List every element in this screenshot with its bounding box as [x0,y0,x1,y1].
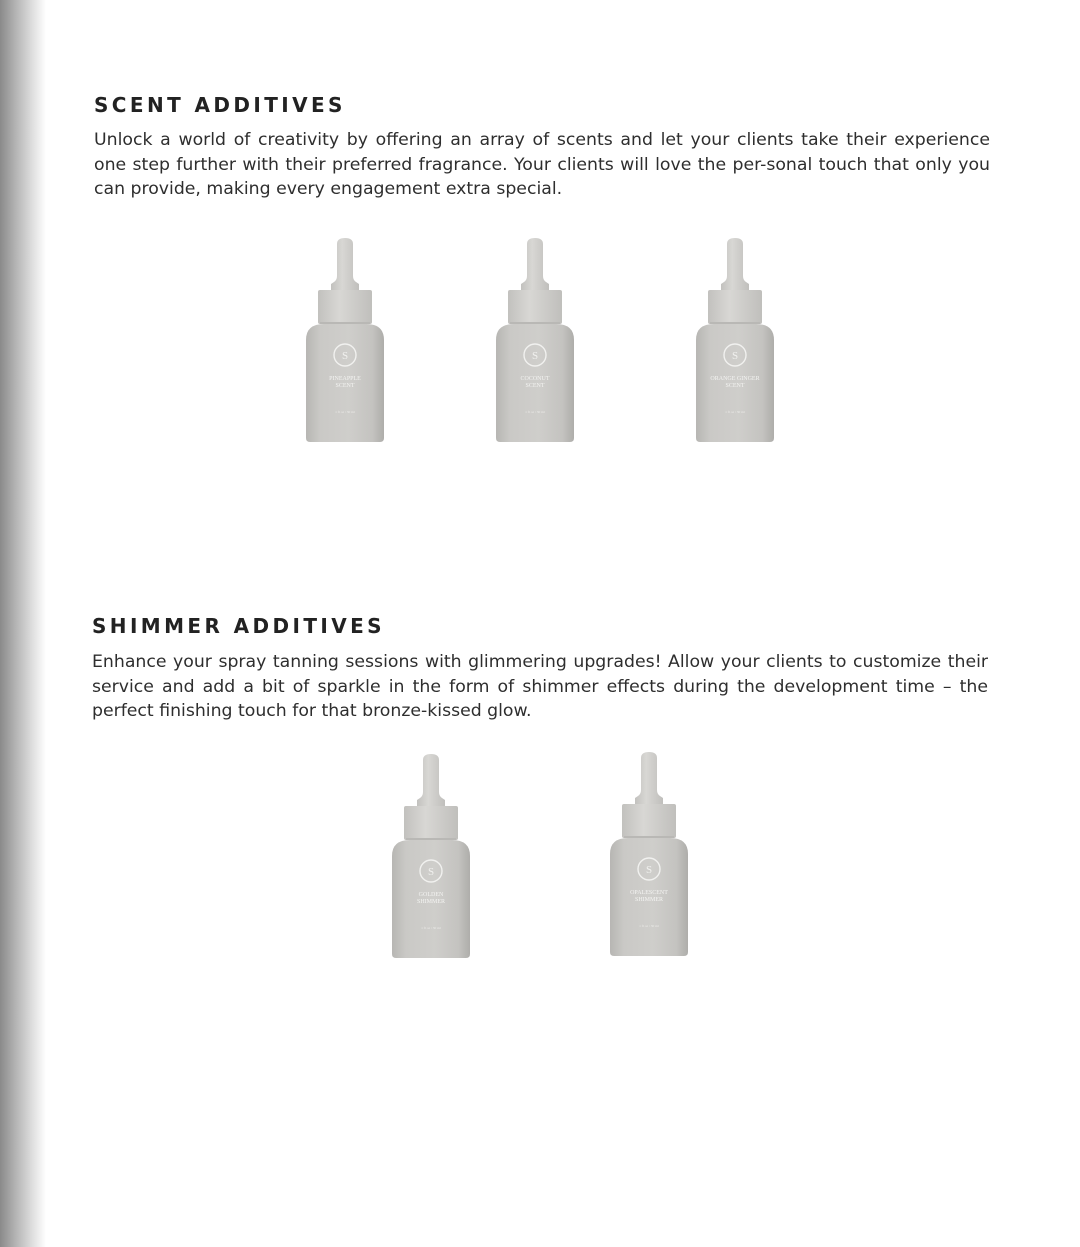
dropper-bottle-icon [694,236,776,446]
bottle-label: GOLDEN SHIMMER [416,892,445,905]
scent-additives-description: Unlock a world of creativity by offering an array of scents and let your clients take their experience one step further with their preferred fragrance. Your clients will love the per-sonal touch that only you can provide, making every engagement extra special. [94,130,990,199]
bottle-volume: 1 fl oz / 30 ml [725,410,745,414]
svg-text:S: S [427,866,435,878]
product-bottle-opalescent-shimmer [608,750,690,960]
dropper-bottle-icon [608,750,690,960]
scent-additives-title: SCENT ADDITIVES [94,93,346,117]
bottle-label: OPALESCENT SHIMMER [630,890,668,903]
bottle-volume: 1 fl oz / 30 ml [525,410,545,414]
bottle-volume: 1 fl oz / 30 ml [335,410,355,414]
bottle-volume: 1 fl oz / 30 ml [639,924,659,928]
bottle-label: ORANGE GINGER SCENT [710,376,760,389]
bottle-label: COCONUT SCENT [520,376,550,389]
product-bottle-golden-shimmer [390,752,472,962]
svg-text:S: S [645,864,653,876]
product-bottle-coconut-scent [494,236,576,446]
page-spine-shadow [0,0,46,1247]
svg-text:S: S [531,350,539,362]
product-bottle-pineapple-scent [304,236,386,446]
shimmer-additives-description: Enhance your spray tanning sessions with glimmering upgrades! Allow your clients to customize their service and add a bit of sparkle in the form of shimmer effects during the development time – the perfect finishing touch for that bronze-kissed glow. [92,652,988,721]
bottle-label: PINEAPPLE SCENT [329,376,361,389]
product-bottle-orange-ginger-scent [694,236,776,446]
bottle-volume: 1 fl oz / 30 ml [421,926,441,930]
dropper-bottle-icon [304,236,386,446]
svg-text:S: S [731,350,739,362]
svg-text:S: S [341,350,349,362]
dropper-bottle-icon [494,236,576,446]
shimmer-additives-title: SHIMMER ADDITIVES [92,614,385,638]
dropper-bottle-icon [390,752,472,962]
